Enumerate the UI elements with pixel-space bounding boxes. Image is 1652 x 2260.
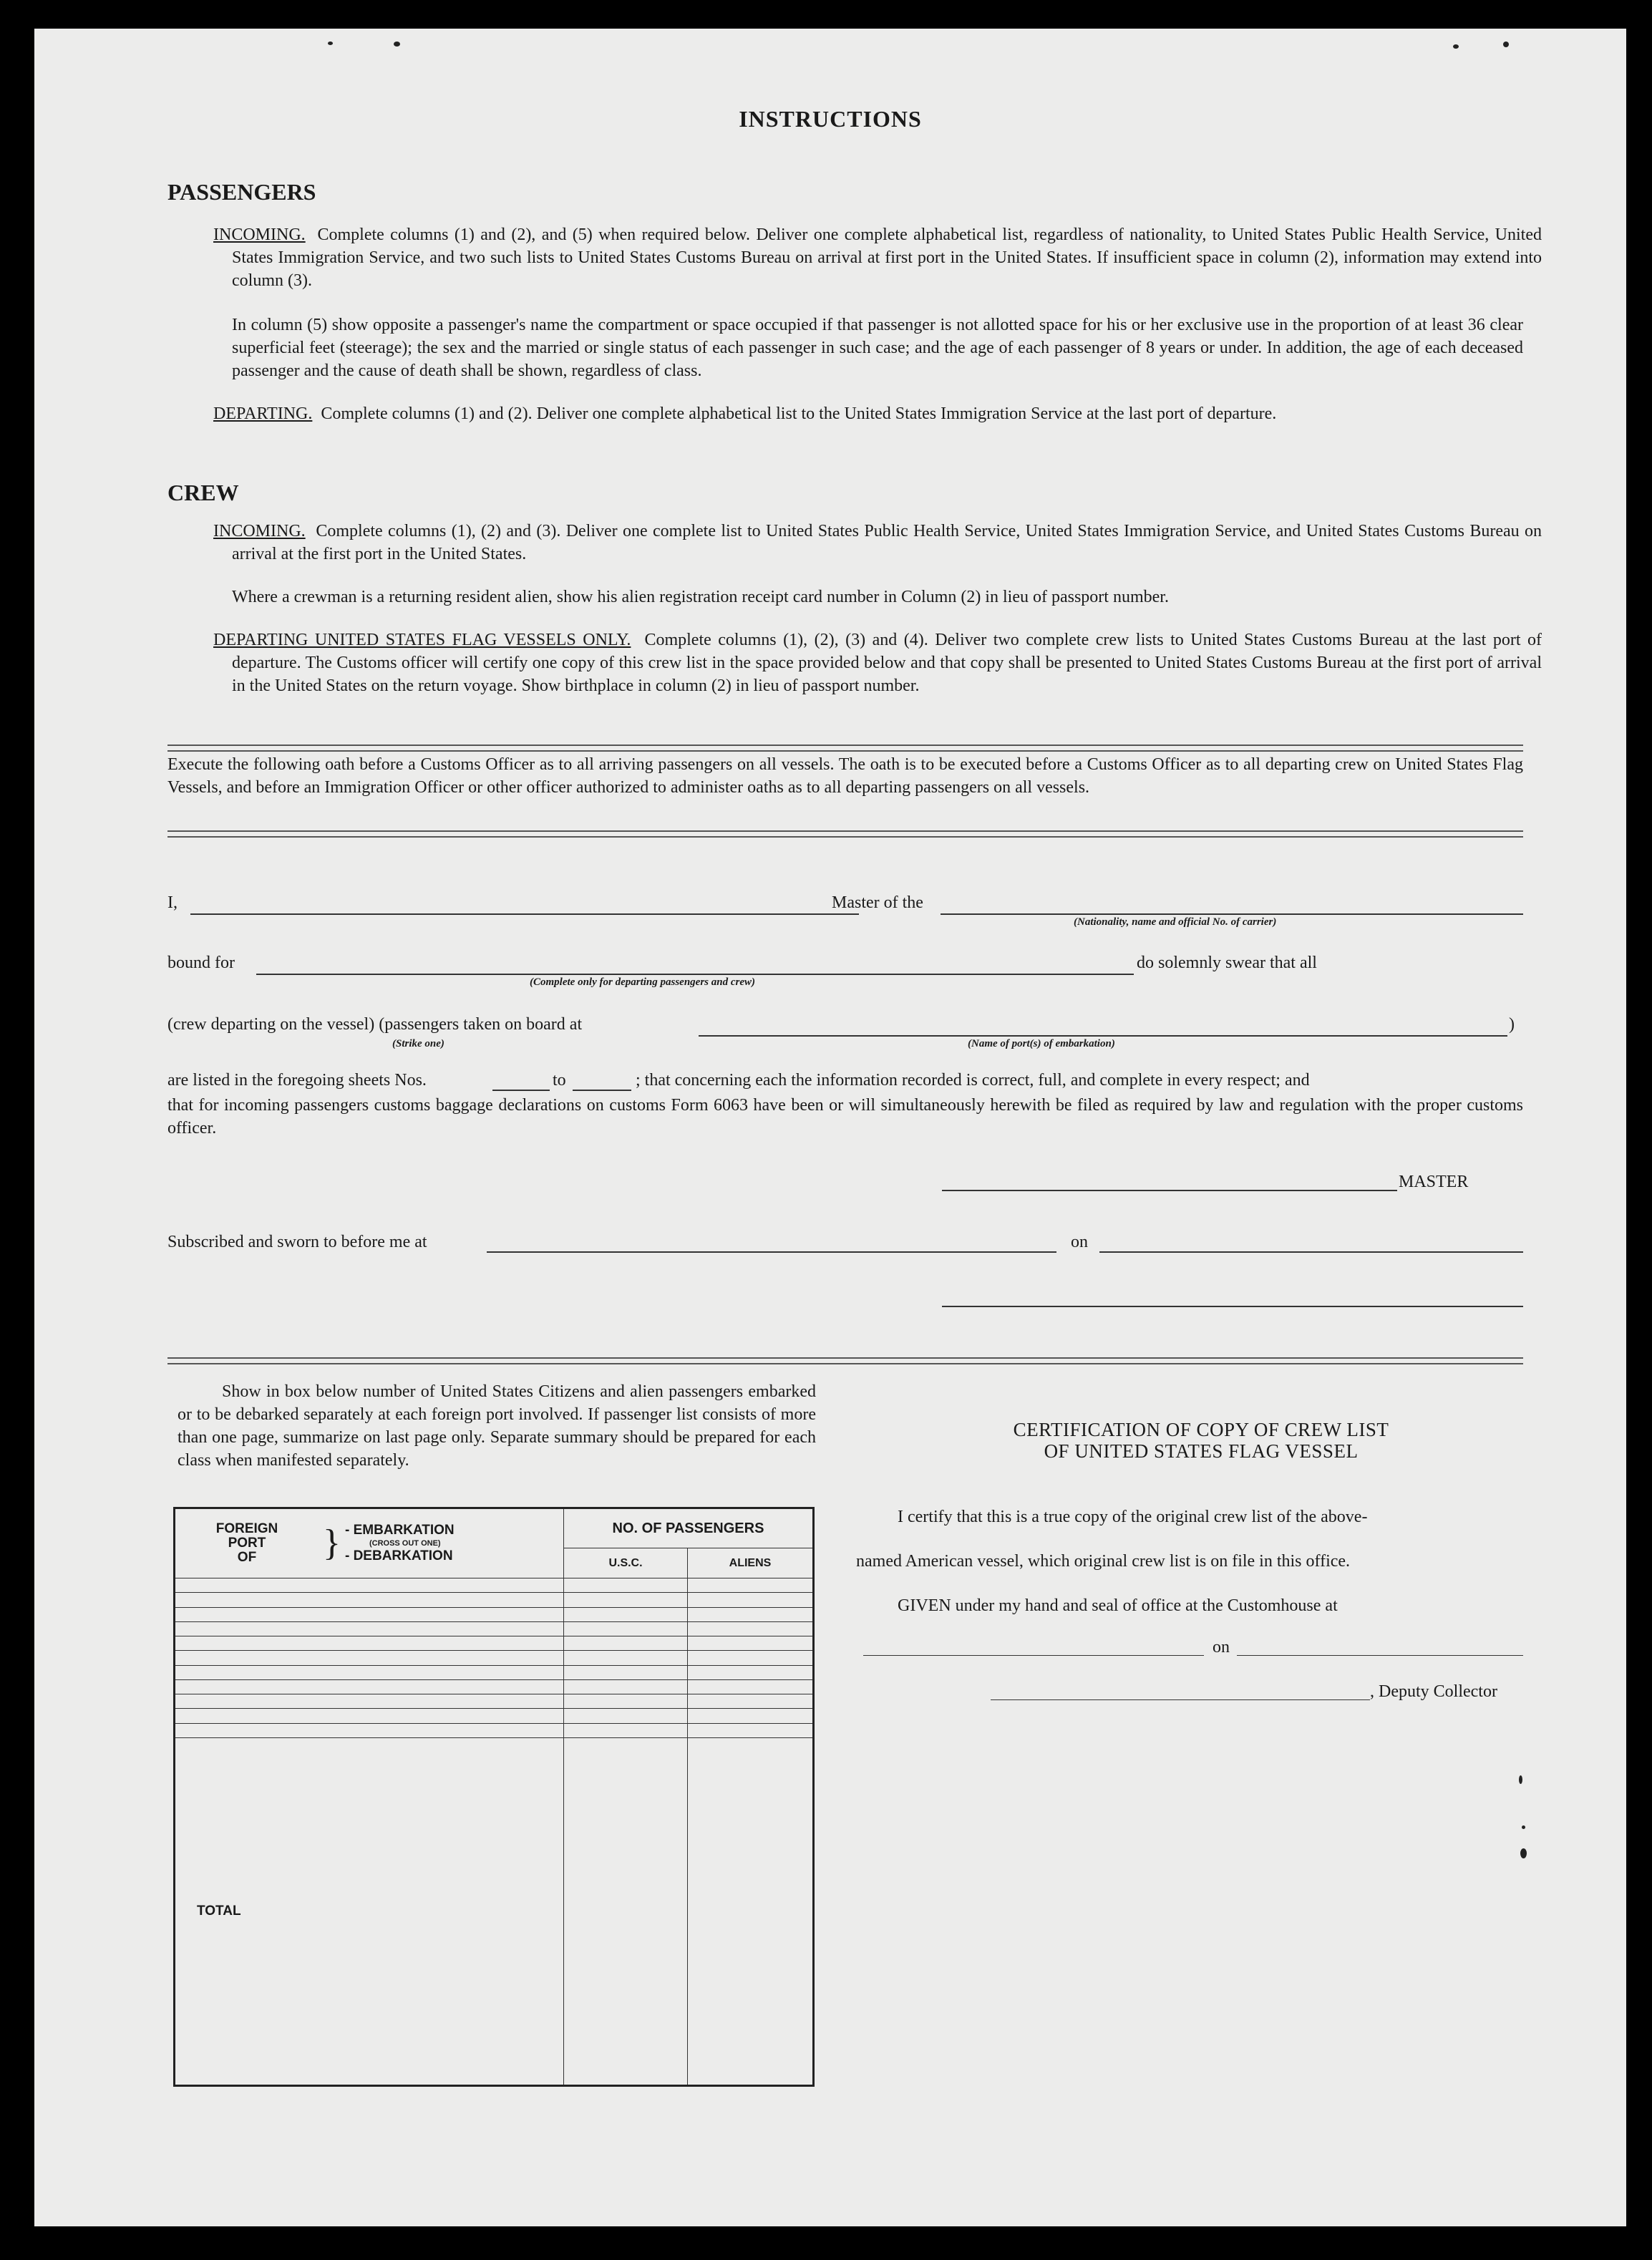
cert-on-label: on bbox=[1213, 1638, 1230, 1657]
passengers-heading: PASSENGERS bbox=[167, 179, 316, 205]
table-row bbox=[175, 1665, 814, 1679]
port-note: (Name of port(s) of embarkation) bbox=[968, 1038, 1115, 1049]
master-of-the-label: Master of the bbox=[829, 893, 926, 913]
passengers-incoming-label: INCOMING. bbox=[213, 225, 306, 244]
table-row bbox=[175, 1607, 814, 1621]
crew-resident: Where a crewman is a returning resident alien, show his alien registration receipt card number in Column (2) in lieu of passport number. bbox=[232, 588, 1169, 606]
section-divider bbox=[167, 830, 1523, 838]
section-divider bbox=[167, 745, 1523, 752]
customhouse-field[interactable] bbox=[863, 1655, 1204, 1656]
table-row bbox=[175, 1694, 814, 1709]
bound-for-field[interactable] bbox=[256, 974, 1134, 975]
total-label: TOTAL bbox=[175, 1737, 564, 2085]
table-row bbox=[175, 1636, 814, 1651]
sheet-from-field[interactable] bbox=[492, 1090, 550, 1091]
crew-departing-label: DEPARTING UNITED STATES FLAG VESSELS ONLY. bbox=[213, 631, 631, 649]
solemnly-label: do solemnly swear that all bbox=[1137, 954, 1317, 972]
cross-out-label: (CROSS OUT ONE) bbox=[369, 1539, 441, 1548]
passengers-column5: In column (5) show opposite a passenger's name the compartment or space occupied if that passenger is not allotted space for his or her exclusive use in the proportion of at least 36 clear superficial feet (steerage); the sex and the married or single status of each passenger in such case; and the age of each passenger of 8 years or under. In addition, the age of each deceased passenger and the cause of death shall be shown, regardless of class. bbox=[232, 316, 1523, 380]
crew-heading: CREW bbox=[167, 480, 239, 505]
master-signature-field[interactable] bbox=[942, 1190, 1397, 1191]
bound-for-label: bound for bbox=[167, 954, 235, 972]
table-row bbox=[175, 1651, 814, 1665]
close-paren: ) bbox=[1509, 1015, 1515, 1034]
summary-intro: Show in box below number of United States Citizens and alien passengers embarked or to be debarked separately at each foreign port involved. If passenger list consists of more than one page, summarize on last page only. Separate summary should be prepared for each class when manifested separately. bbox=[178, 1382, 816, 1470]
given-line: GIVEN under my hand and seal of office at the Customhouse at bbox=[898, 1596, 1338, 1615]
sworn-date-field[interactable] bbox=[1099, 1251, 1523, 1253]
crew-departing-label: (crew departing on the vessel) (passengers taken on board at bbox=[167, 1015, 583, 1034]
total-row bbox=[175, 1737, 814, 2085]
page-title: INSTRUCTIONS bbox=[739, 106, 922, 132]
passengers-departing bbox=[213, 402, 1542, 425]
certify-line-1: I certify that this is a true copy of the original crew list of the above- bbox=[898, 1508, 1368, 1526]
no-passengers-header: NO. OF PASSENGERS bbox=[564, 1508, 814, 1548]
deputy-collector-field[interactable] bbox=[991, 1699, 1370, 1700]
crew-incoming-text: Complete columns (1), (2) and (3). Deliver one complete list to United States Public Health Service, United States Immigration Service, and United States Customs Bureau on arrival at the first port in the United States. bbox=[232, 522, 1542, 563]
table-row bbox=[175, 1709, 814, 1723]
departing-note: (Complete only for departing passengers and crew) bbox=[530, 976, 755, 988]
listed-to: to bbox=[553, 1071, 566, 1090]
sworn-on-label: on bbox=[1071, 1233, 1088, 1251]
officer-signature-field[interactable] bbox=[942, 1306, 1523, 1307]
table-row bbox=[175, 1679, 814, 1694]
scan-speck bbox=[1522, 1825, 1525, 1829]
form-page bbox=[34, 29, 1626, 2226]
scan-speck bbox=[1520, 1848, 1527, 1858]
passenger-summary-table bbox=[173, 1507, 815, 2087]
passengers-incoming-text: Complete columns (1) and (2), and (5) when required below. Deliver one complete alphabetical list, regardless of nationality, to United States Public Health Service, United States Immigration Service, and two such lists to United States Customs Bureau on arrival at first port in the United States. If insufficient space in column (2), information may extend into column (3). bbox=[232, 225, 1542, 290]
crew-departing bbox=[213, 629, 1542, 697]
port-label: PORT bbox=[228, 1536, 266, 1551]
carrier-field[interactable] bbox=[941, 913, 1523, 915]
listed-c: that for incoming passengers customs baggage declarations on customs Form 6063 have been or will simultaneously herewith be filed as required by law and regulation with the proper customs officer. bbox=[167, 1096, 1523, 1138]
oath-intro: Execute the following oath before a Customs Officer as to all arriving passengers on all vessels. The oath is to be executed before a Customs Officer as to all departing crew on United States Flag Vessels, and before an Immigration Officer or other officer authorized to administer oaths as to all departing passengers on all vessels. bbox=[167, 755, 1523, 797]
listed-b: ; that concerning each the information recorded is correct, full, and complete in every respect; and bbox=[636, 1071, 1310, 1090]
passengers-departing-label: DEPARTING. bbox=[213, 404, 313, 423]
embarkation-port-field[interactable] bbox=[699, 1035, 1507, 1037]
subscribed-label: Subscribed and sworn to before me at bbox=[167, 1233, 427, 1251]
crew-incoming-label: INCOMING. bbox=[213, 522, 306, 540]
scan-speck bbox=[394, 42, 400, 47]
cert-date-field[interactable] bbox=[1237, 1655, 1523, 1656]
crew-incoming bbox=[213, 520, 1542, 566]
deputy-collector-label: , Deputy Collector bbox=[1370, 1682, 1497, 1701]
port-header-cell: FOREIGN PORT OF } - EMBARKATION (CROSS OUT ONE) - DEBARKATION bbox=[175, 1508, 564, 1578]
certification-heading-1: CERTIFICATION OF COPY OF CREW LIST bbox=[1013, 1419, 1389, 1440]
of-label: OF bbox=[237, 1550, 257, 1565]
section-divider bbox=[167, 1357, 1523, 1364]
passengers-departing-text: Complete columns (1) and (2). Deliver one complete alphabetical list to the United States Immigration Service at the last port of departure. bbox=[321, 404, 1277, 423]
table-row bbox=[175, 1621, 814, 1636]
master-name-field[interactable] bbox=[190, 913, 859, 915]
passengers-incoming bbox=[213, 223, 1542, 292]
scan-speck bbox=[1519, 1775, 1522, 1784]
embarkation-label: - EMBARKATION bbox=[344, 1523, 455, 1538]
master-label: MASTER bbox=[1399, 1173, 1469, 1191]
aliens-header: ALIENS bbox=[688, 1548, 814, 1578]
sheet-to-field[interactable] bbox=[573, 1090, 631, 1091]
foreign-label: FOREIGN bbox=[215, 1521, 278, 1536]
scan-speck bbox=[1453, 44, 1459, 49]
debarkation-label: - DEBARKATION bbox=[344, 1548, 453, 1563]
usc-header: U.S.C. bbox=[564, 1548, 688, 1578]
table-row bbox=[175, 1593, 814, 1607]
sworn-place-field[interactable] bbox=[487, 1251, 1056, 1253]
scan-speck bbox=[328, 42, 333, 45]
listed-a: are listed in the foregoing sheets Nos. bbox=[167, 1071, 427, 1090]
crew-departing-text: Complete columns (1), (2), (3) and (4). Deliver two complete crew lists to United States Customs Bureau at the last port of departure. The Customs officer will certify one copy of this crew list in the space provided below and that copy shall be presented to United States Customs Bureau at the first port of arrival in the United States on the return voyage. Show birthplace in column (2) in lieu of passport number. bbox=[232, 631, 1542, 695]
certification-heading bbox=[879, 1419, 1523, 1462]
carrier-note: (Nationality, name and official No. of carrier) bbox=[1074, 916, 1277, 928]
table-row bbox=[175, 1723, 814, 1737]
certification-heading-2: OF UNITED STATES FLAG VESSEL bbox=[1044, 1440, 1359, 1462]
oath-i-label: I, bbox=[167, 893, 178, 912]
strike-one-note: (Strike one) bbox=[392, 1038, 444, 1049]
scan-speck bbox=[1503, 42, 1509, 47]
certify-line-2: named American vessel, which original crew list is on file in this office. bbox=[856, 1552, 1351, 1571]
table-row bbox=[175, 1578, 814, 1593]
